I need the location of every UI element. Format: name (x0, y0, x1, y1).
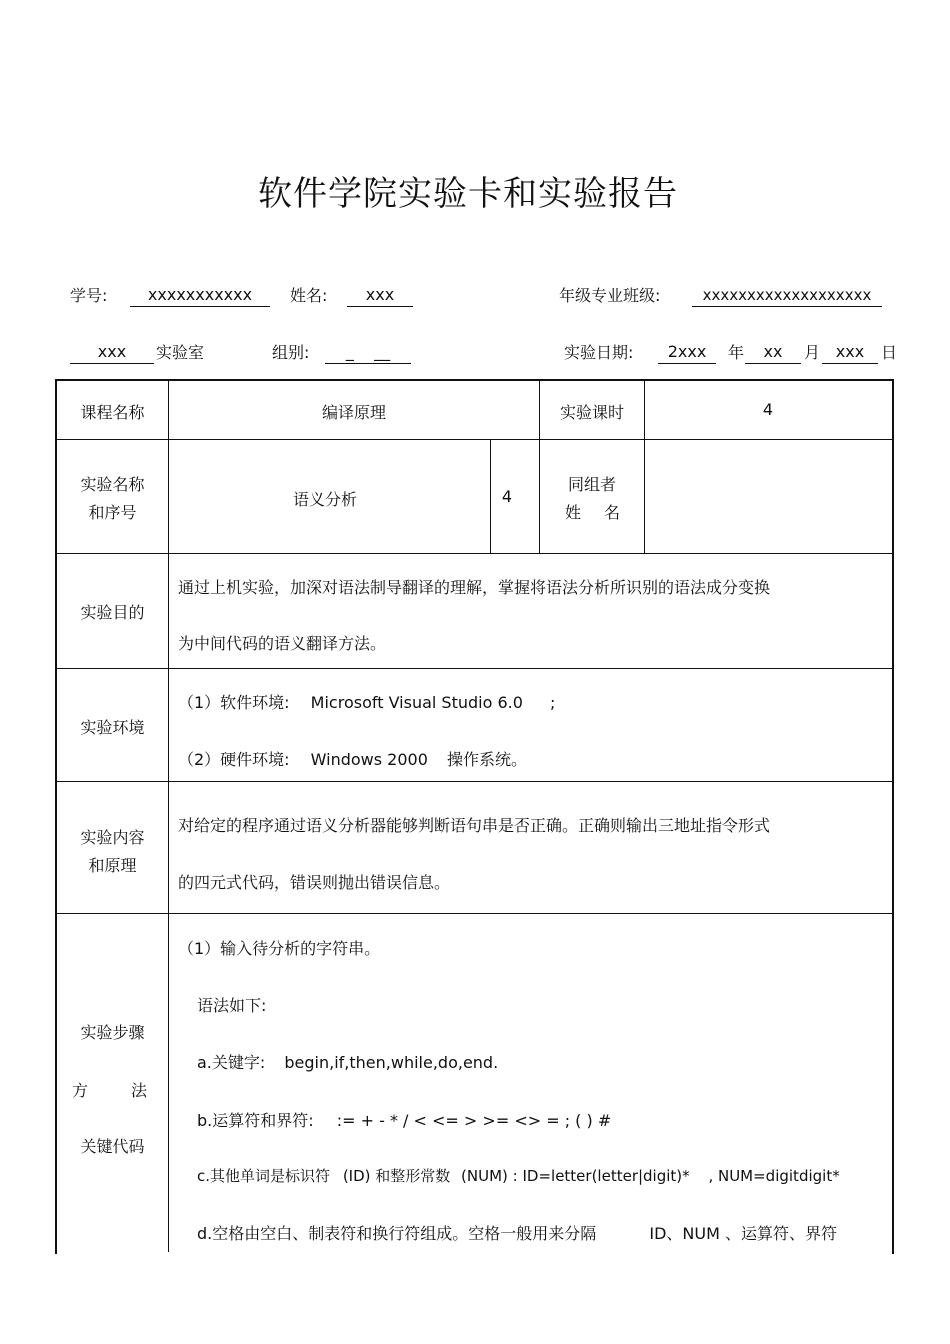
group-value: _ (345, 342, 354, 361)
student-id-label: 学号: (70, 286, 108, 305)
exp-name-label-1: 实验名称 (80, 475, 145, 494)
steps-label-2b: 法 (131, 1081, 148, 1100)
column-divider (168, 381, 169, 1252)
exp-name-value: 语义分析 (292, 490, 357, 509)
purpose-line-1: 通过上机实验，加深对语法制导翻译的理解，掌握将语法分析所识别的语法成分变换 (178, 578, 771, 597)
group-value-2: __ (374, 342, 391, 361)
purpose-label: 实验目的 (80, 603, 145, 622)
page-title: 软件学院实验卡和实验报告 (258, 174, 678, 214)
steps-line-3: a.关键字: begin,if,then,while,do,end. (197, 1053, 499, 1072)
row-divider (57, 781, 892, 782)
day-value: xxx (822, 342, 878, 364)
date-label: 实验日期: (564, 343, 634, 362)
content-line-2: 的四元式代码，错误则抛出错误信息。 (178, 873, 451, 892)
env-line-2: （2）硬件环境: Windows 2000 操作系统。 (178, 750, 528, 769)
env-label: 实验环境 (80, 718, 145, 737)
year-label: 年 (728, 343, 745, 362)
steps-line-5: c.其他单词是标识符 (ID) 和整形常数 (NUM) : ID=letter(letter|digit)* , NUM=digitdigit* (197, 1167, 840, 1185)
content-line-1: 对给定的程序通过语义分析器能够判断语句串是否正确。正确则输出三地址指令形式 (178, 816, 771, 835)
row-divider (57, 553, 892, 554)
group-members-label-2b: 名 (604, 503, 621, 522)
class-label: 年级专业班级: (559, 286, 661, 305)
year-value: 2xxx (658, 342, 716, 364)
content-label-2: 和原理 (88, 856, 137, 875)
group-members-label-2a: 姓 (565, 503, 582, 522)
name-value: xxx (347, 285, 413, 307)
lab-room-label: 实验室 (156, 343, 205, 362)
steps-line-4: b.运算符和界符: := + - * / < <= > >= <> = ; ( ) # (197, 1111, 612, 1130)
hours-value: 4 (762, 400, 774, 419)
hours-label: 实验课时 (559, 403, 624, 422)
row-divider (57, 913, 892, 914)
course-label: 课程名称 (80, 403, 145, 422)
steps-label-3: 关键代码 (80, 1137, 145, 1156)
steps-label-1: 实验步骤 (80, 1023, 145, 1042)
env-line-1: （1）软件环境: Microsoft Visual Studio 6.0 ; (178, 693, 556, 712)
group-label: 组别: (272, 343, 310, 362)
lab-room-value: xxx (70, 342, 154, 364)
exp-name-label-2: 和序号 (88, 503, 137, 522)
name-label: 姓名: (290, 286, 328, 305)
day-label: 日 (881, 343, 898, 362)
purpose-line-2: 为中间代码的语义翻译方法。 (178, 634, 387, 653)
course-value: 编译原理 (321, 403, 386, 422)
month-value: xx (745, 342, 801, 364)
row-divider (57, 439, 892, 440)
row-divider (57, 668, 892, 669)
steps-line-1: （1）输入待分析的字符串。 (178, 939, 381, 958)
steps-line-6: d.空格由空白、制表符和换行符组成。空格一般用来分隔 ID、NUM 、运算符、界符 (197, 1224, 837, 1243)
steps-label-2a: 方 (72, 1081, 89, 1100)
student-id-value: xxxxxxxxxxx (130, 285, 270, 307)
exp-seq-value: 4 (501, 487, 513, 506)
steps-line-2: 语法如下: (197, 996, 267, 1015)
group-members-label-1: 同组者 (567, 475, 616, 494)
content-label-1: 实验内容 (80, 828, 145, 847)
class-value: xxxxxxxxxxxxxxxxxxx (692, 286, 882, 307)
month-label: 月 (804, 343, 821, 362)
